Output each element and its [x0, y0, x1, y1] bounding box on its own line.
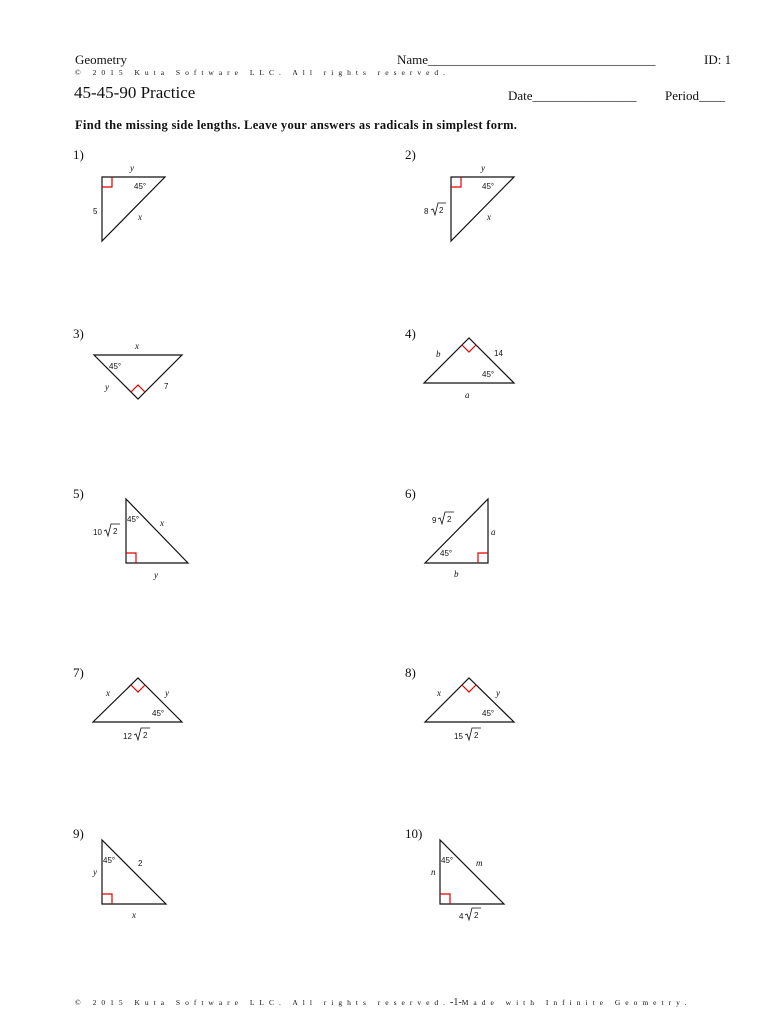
label-left: b — [436, 349, 441, 359]
problem-number: 1) — [73, 147, 84, 162]
label-bottom: b — [454, 569, 459, 579]
label-bottom: a — [465, 390, 470, 400]
name-blank: ___________________________________ — [428, 52, 656, 67]
label-hyp-coef: 9 — [432, 516, 437, 525]
label-bottom-coef: 12 — [123, 732, 132, 741]
label-hyp: 2 — [138, 859, 143, 868]
label-bottom-radicand: 2 — [474, 911, 479, 920]
date-blank: ________________ — [532, 88, 637, 103]
label-right: 14 — [494, 349, 503, 358]
label-right: 7 — [164, 382, 169, 391]
name-label: Name — [397, 52, 429, 67]
instructions: Find the missing side lengths. Leave your answers as radicals in simplest form. — [75, 118, 518, 132]
label-left: x — [437, 688, 441, 698]
label-bottom: x — [132, 910, 136, 920]
label-right: y — [165, 688, 169, 698]
problem-number: 3) — [73, 326, 84, 341]
date-label: Date — [508, 88, 533, 103]
label-left-coef: 8 — [424, 207, 429, 216]
page-number: -1- — [450, 997, 462, 1008]
label-left: n — [431, 867, 436, 877]
subject-label: Geometry — [75, 52, 127, 67]
copyright-notice: © 2015 Kuta Software LLC. All rights reserved. — [75, 68, 451, 77]
label-hyp: x — [160, 518, 164, 528]
problem-number: 5) — [73, 486, 84, 501]
label-bottom-coef: 4 — [459, 912, 464, 921]
angle-label: 45° — [127, 515, 140, 524]
label-hyp: m — [476, 858, 483, 868]
label-bottom: y — [154, 570, 158, 580]
label-bottom-radicand: 2 — [143, 731, 148, 740]
label-top: x — [135, 341, 139, 351]
page-title: 45-45-90 Practice — [74, 83, 196, 102]
label-hyp: x — [487, 212, 491, 222]
angle-label: 45° — [482, 709, 495, 718]
label-hyp: x — [138, 212, 142, 222]
angle-label: 45° — [103, 856, 116, 865]
label-left-radicand: 2 — [439, 206, 444, 215]
label-top: y — [481, 163, 485, 173]
angle-label: 45° — [482, 182, 495, 191]
angle-label: 45° — [152, 709, 165, 718]
problem-number: 7) — [73, 665, 84, 680]
problem-number: 4) — [405, 326, 416, 341]
angle-label: 45° — [441, 856, 454, 865]
label-left: x — [106, 688, 110, 698]
label-right: a — [491, 527, 496, 537]
problem-number: 10) — [405, 826, 423, 841]
problem-number: 2) — [405, 147, 416, 162]
label-right: y — [496, 688, 500, 698]
label-left: y — [105, 382, 109, 392]
footer-made-with: Made with Infinite Geometry. — [461, 998, 692, 1007]
angle-label: 45° — [482, 370, 495, 379]
id-label: ID: 1 — [704, 52, 732, 67]
label-left: y — [93, 867, 97, 877]
problem-number: 6) — [405, 486, 416, 501]
period-label: Period — [665, 88, 699, 103]
footer — [75, 997, 691, 1008]
label-bottom-radicand: 2 — [474, 731, 479, 740]
label-top: y — [130, 163, 134, 173]
label-left: 5 — [93, 207, 98, 216]
period-blank: ____ — [698, 88, 725, 103]
label-left-radicand: 2 — [113, 527, 118, 536]
problem-number: 9) — [73, 826, 84, 841]
angle-label: 45° — [440, 549, 453, 558]
angle-label: 45° — [109, 362, 122, 371]
label-left-coef: 10 — [93, 528, 102, 537]
label-bottom-coef: 15 — [454, 732, 463, 741]
problem-number: 8) — [405, 665, 416, 680]
footer-copyright: © 2015 Kuta Software LLC. All rights reserved. — [75, 998, 451, 1007]
label-hyp-radicand: 2 — [447, 515, 452, 524]
angle-label: 45° — [134, 182, 147, 191]
